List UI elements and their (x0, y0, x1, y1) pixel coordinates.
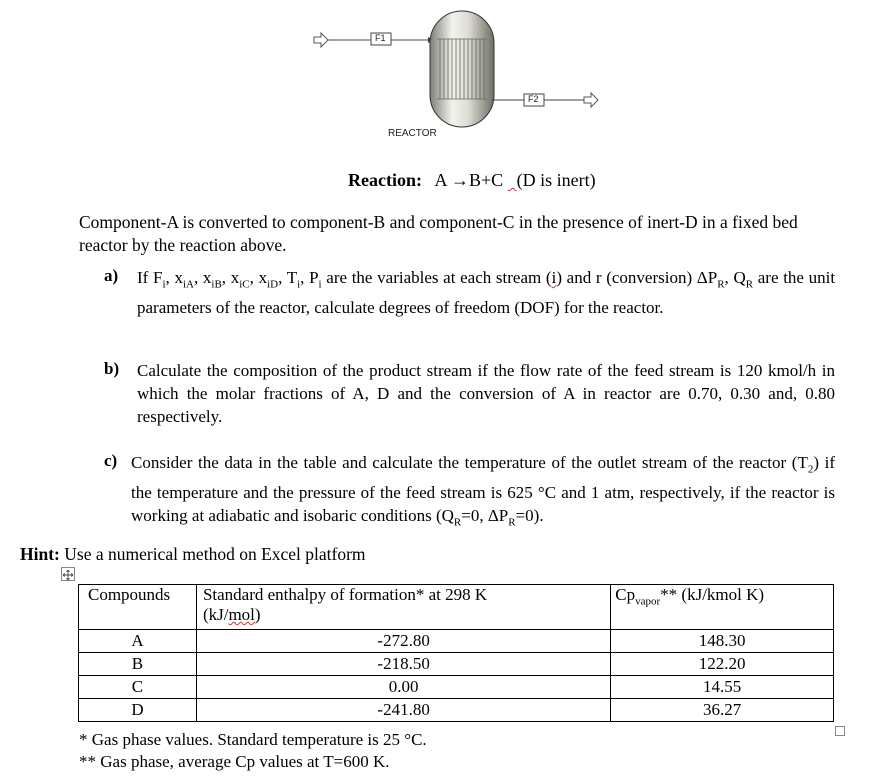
feed-arrow-icon (314, 33, 328, 47)
part-c-text: Consider the data in the table and calculate the temperature of the outlet stream of the reactor $(T_2)$ if the temperature and the pressure of the feed stream is 625 °C and 1 atm, respectively, if the reactor is working at adiabatic and isobaric conditions ($Q_R=0$, $\Delta P_R=0$). (131, 453, 835, 529)
stream-f2-label[interactable]: F2 (528, 94, 539, 104)
reaction-line (348, 170, 596, 191)
header-cp: $Cp_{vapor}**$ (kJ/kmol K) (611, 585, 834, 630)
table-row (79, 653, 834, 676)
reaction-equation: A →B+C (434, 170, 508, 190)
part-c-marker: c) (104, 451, 118, 470)
enthalpy-cell: -218.50 (196, 653, 610, 676)
table-resize-handle[interactable] (835, 726, 845, 736)
reactor-label: REACTOR (388, 128, 437, 139)
table-move-handle-icon[interactable] (61, 567, 75, 581)
footnote-1: * Gas phase values. Standard temperature is 25 °C. (79, 730, 427, 749)
reaction-note: (D is inert) (516, 170, 596, 190)
enthalpy-cell: 0.00 (196, 676, 610, 699)
table-row (79, 676, 834, 699)
header-compounds: Compounds (79, 585, 197, 630)
hint-line (20, 543, 366, 566)
compound-cell: B (79, 653, 197, 676)
enthalpy-cell: -241.80 (196, 699, 610, 722)
cp-cell: 148.30 (611, 630, 834, 653)
compound-cell: D (79, 699, 197, 722)
table-row (79, 699, 834, 722)
product-arrow-icon (584, 93, 598, 107)
cp-cell: 36.27 (611, 699, 834, 722)
intro-paragraph: Component-A is converted to component-B and component-C in the presence of inert-D in a fixed bed reactor by the reaction above. (79, 212, 798, 255)
data-table (78, 584, 834, 722)
reactor-diagram (300, 5, 620, 145)
reaction-label: Reaction: (348, 170, 422, 190)
hint-label: Hint: (20, 544, 60, 564)
compound-cell: A (79, 630, 197, 653)
enthalpy-cell: -272.80 (196, 630, 610, 653)
header-enthalpy: Standard enthalpy of formation* at 298 K (kJ/mol) (196, 585, 610, 630)
table-row (79, 630, 834, 653)
part-b-marker: b) (104, 359, 120, 378)
cp-cell: 14.55 (611, 676, 834, 699)
hint-text: Use a numerical method on Excel platform (59, 544, 366, 564)
cp-cell: 122.20 (611, 653, 834, 676)
table-header-row (79, 585, 834, 630)
part-b-text: Calculate the composition of the product stream if the flow rate of the feed stream is 120 kmol/h in which the molar fractions of A, D and the conversion of A in reactor are 0.70, 0.30 and, 0.80 respectively. (137, 361, 835, 426)
part-a-text: If $F_i$, $x_{iA}$, $x_{iB}$, $x_{iC}$, $x_{iD}$, $T_i$, $P_i$ are the variables at each stream (i) and r (conversion) $\Delta P_R$, $Q_R$ are the unit parameters of the reactor, calculate degrees of freedom (DOF) for the reactor. (137, 268, 836, 318)
part-a-marker: a) (104, 266, 119, 285)
stream-f1-label[interactable]: F1 (375, 33, 386, 43)
compound-cell: C (79, 676, 197, 699)
footnote-2: ** Gas phase, average Cp values at T=600 K. (79, 752, 390, 771)
